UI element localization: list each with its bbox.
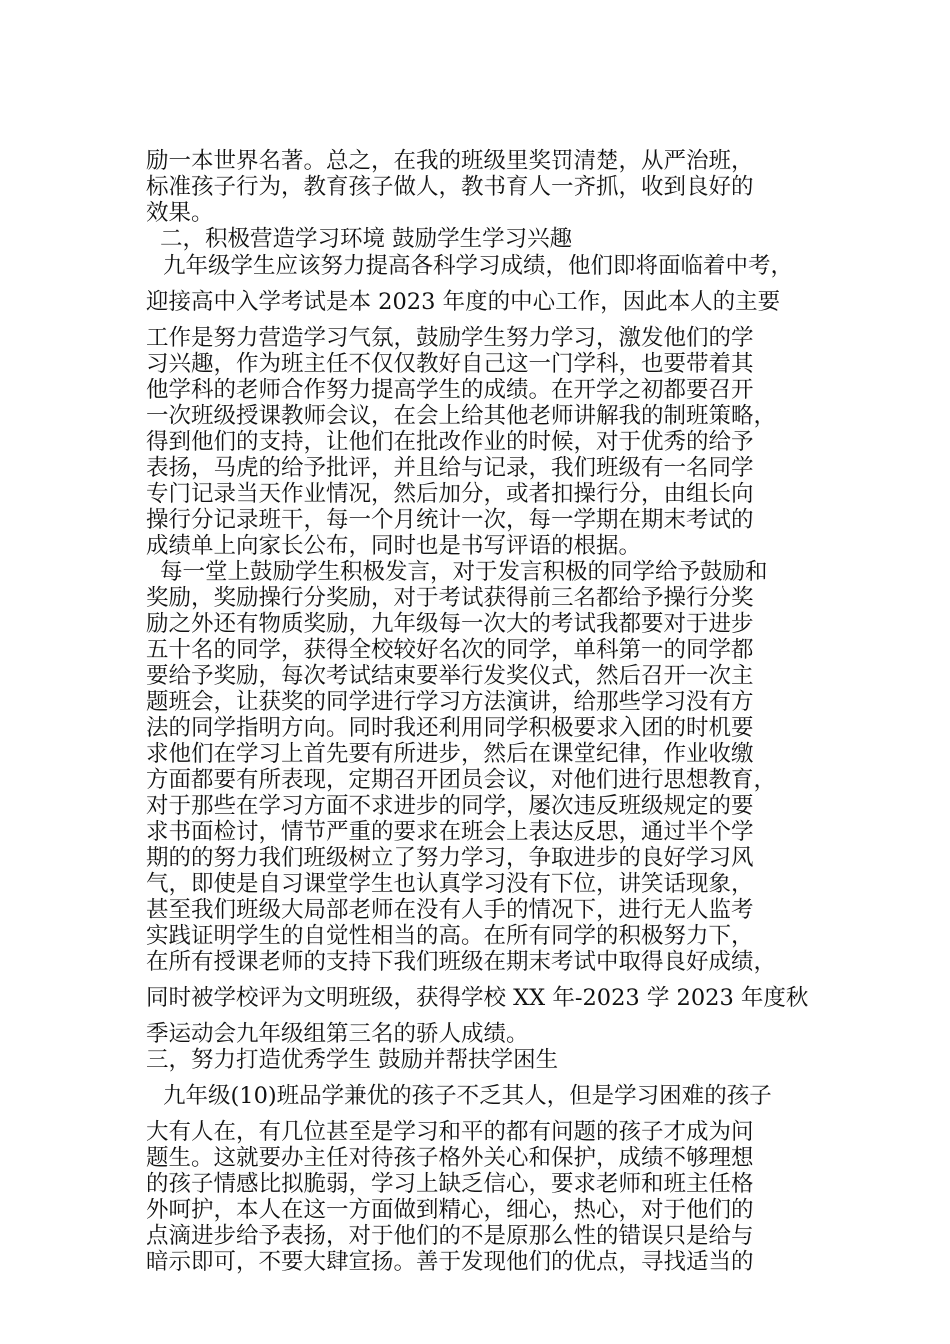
- text-line: 工作是努力营造学习气氛，鼓励学生努力学习，激发他们的学: [146, 325, 754, 351]
- text-line: 成绩单上向家长公布，同时也是书写评语的根据。: [146, 533, 642, 559]
- text-line: 效果。: [146, 200, 214, 226]
- text-line: 外呵护，本人在这一方面做到精心，细心，热心，对于他们的: [146, 1197, 754, 1223]
- text-line: 励一本世界名著。总之，在我的班级里奖罚清楚，从严治班，: [146, 148, 754, 174]
- text-line: 要给予奖励，每次考试结束要举行发奖仪式，然后召开一次主: [146, 663, 754, 689]
- text-line: 迎接高中入学考试是本 2023 年度的中心工作，因此本人的主要: [146, 289, 781, 315]
- text-line: 奖励，奖励操行分奖励，对于考试获得前三名都给予操行分奖: [146, 585, 754, 611]
- text-line: 方面都要有所表现，定期召开团员会议，对他们进行思想教育，: [146, 767, 777, 793]
- text-line: 一次班级授课教师会议，在会上给其他老师讲解我的制班策略，: [146, 403, 777, 429]
- text-line: 九年级学生应该努力提高各科学习成绩，他们即将面临着中考，: [163, 253, 794, 279]
- text-line: 九年级(10)班品学兼优的孩子不乏其人，但是学习困难的孩子: [163, 1083, 772, 1109]
- text-line: 期的的努力我们班级树立了努力学习，争取进步的良好学习风: [146, 845, 754, 871]
- text-line: 表扬，马虎的给予批评，并且给与记录，我们班级有一名同学: [146, 455, 754, 481]
- text-line: 专门记录当天作业情况，然后加分，或者扣操行分，由组长向: [146, 481, 754, 507]
- text-line: 季运动会九年级组第三名的骄人成绩。: [146, 1021, 529, 1047]
- text-line: 操行分记录班干，每一个月统计一次，每一学期在期末考试的: [146, 507, 754, 533]
- text-line: 实践证明学生的自觉性相当的高。在所有同学的积极努力下，: [146, 923, 754, 949]
- text-line: 大有人在，有几位甚至是学习和平的都有问题的孩子才成为问: [146, 1119, 754, 1145]
- text-line: 同时被学校评为文明班级，获得学校 XX 年-2023 学 2023 年度秋: [146, 985, 809, 1011]
- section-heading: 二，积极营造学习环境 鼓励学生学习兴趣: [160, 226, 573, 252]
- text-line: 甚至我们班级大局部老师在没有人手的情况下，进行无人监考: [146, 897, 754, 923]
- text-line: 每一堂上鼓励学生积极发言，对于发言积极的同学给予鼓励和: [160, 559, 768, 585]
- text-line: 五十名的同学，获得全校较好名次的同学，单科第一的同学都: [146, 637, 754, 663]
- text-line: 题班会，让获奖的同学进行学习方法演讲，给那些学习没有方: [146, 689, 754, 715]
- section-heading: 三，努力打造优秀学生 鼓励并帮扶学困生: [146, 1047, 559, 1073]
- text-line: 暗示即可，不要大肆宣扬。善于发现他们的优点，寻找适当的: [146, 1249, 754, 1275]
- text-line: 励之外还有物质奖励，九年级每一次大的考试我都要对于进步: [146, 611, 754, 637]
- text-line: 的孩子情感比拟脆弱，学习上缺乏信心，要求老师和班主任格: [146, 1171, 754, 1197]
- text-line: 求书面检讨，情节严重的要求在班会上表达反思，通过半个学: [146, 819, 754, 845]
- text-line: 习兴趣，作为班主任不仅仅教好自己这一门学科，也要带着其: [146, 351, 754, 377]
- text-line: 得到他们的支持，让他们在批改作业的时候，对于优秀的给予: [146, 429, 754, 455]
- text-line: 题生。这就要办主任对待孩子格外关心和保护，成绩不够理想: [146, 1145, 754, 1171]
- text-line: 法的同学指明方向。同时我还利用同学积极要求入团的时机要: [146, 715, 754, 741]
- text-line: 对于那些在学习方面不求进步的同学，屡次违反班级规定的要: [146, 793, 754, 819]
- text-line: 标准孩子行为，教育孩子做人，教书育人一齐抓，收到良好的: [146, 174, 754, 200]
- text-line: 他学科的老师合作努力提高学生的成绩。在开学之初都要召开: [146, 377, 754, 403]
- text-line: 求他们在学习上首先要有所进步，然后在课堂纪律，作业收缴: [146, 741, 754, 767]
- text-line: 点滴进步给予表扬，对于他们的不是原那么性的错误只是给与: [146, 1223, 754, 1249]
- text-line: 在所有授课老师的支持下我们班级在期末考试中取得良好成绩，: [146, 949, 777, 975]
- text-line: 气，即使是自习课堂学生也认真学习没有下位，讲笑话现象，: [146, 871, 754, 897]
